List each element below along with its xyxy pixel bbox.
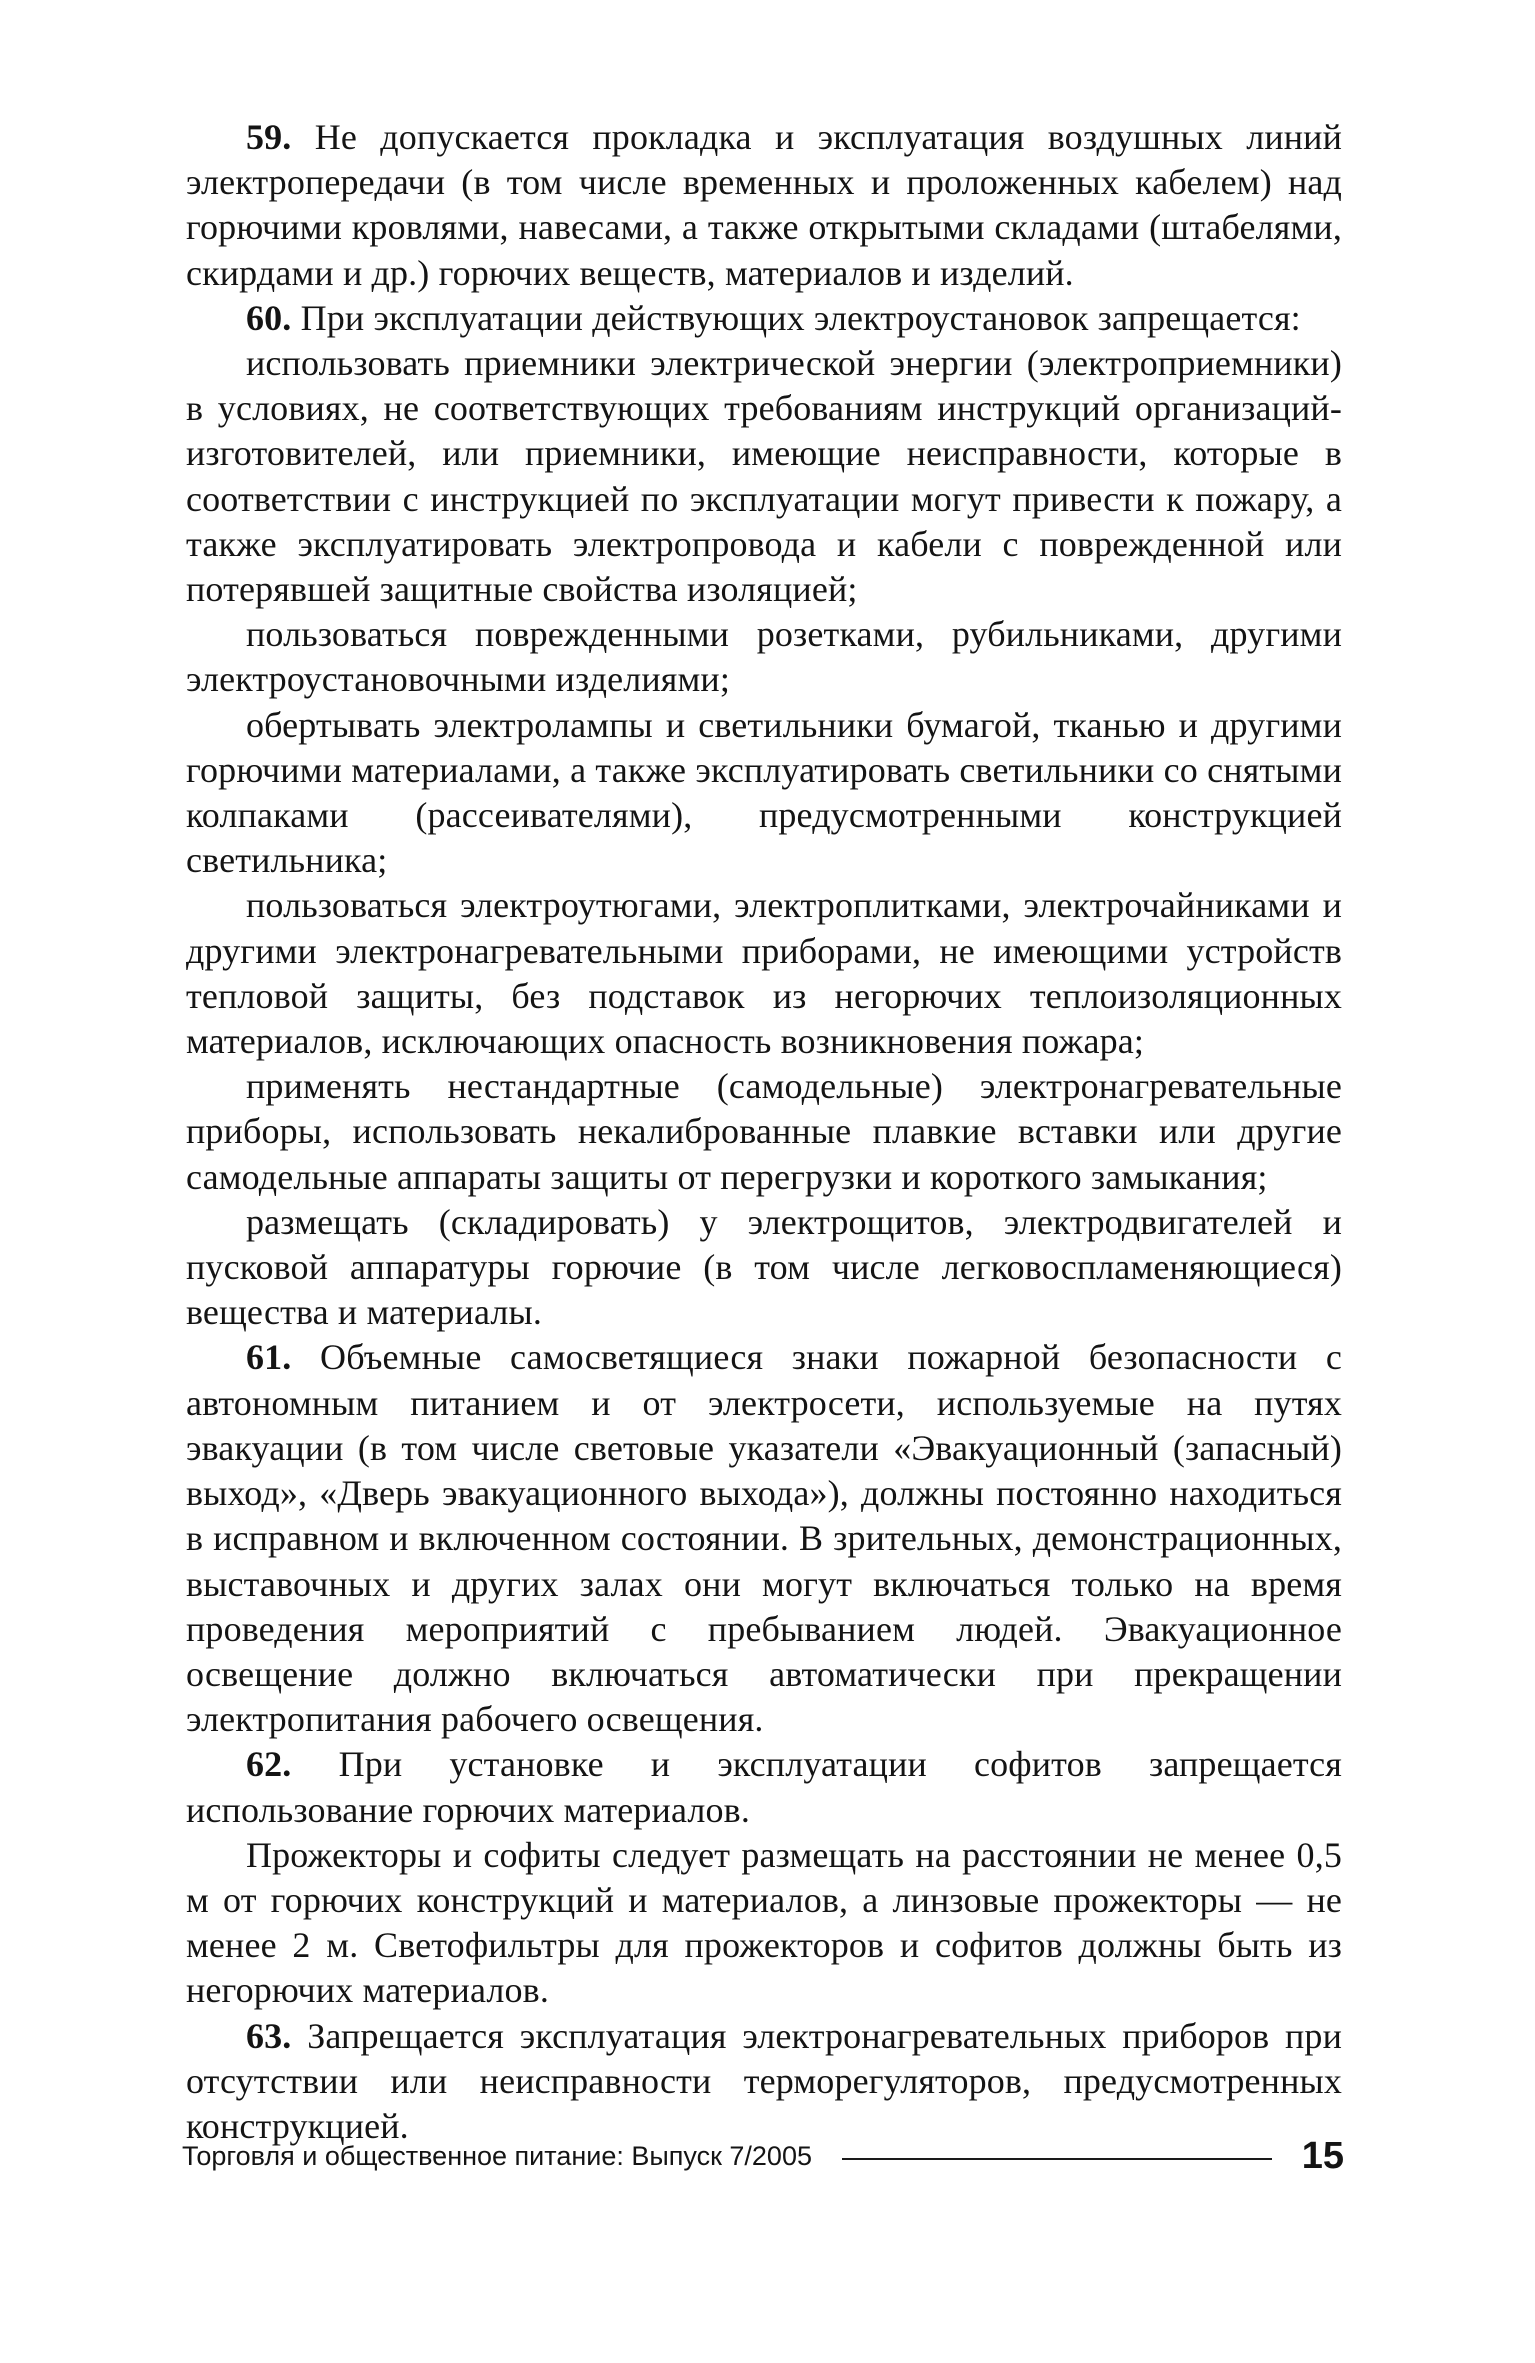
list-item-sockets	[186, 612, 1342, 702]
list-item-heaters	[186, 883, 1342, 1064]
paragraph-text: использовать приемники электрической энергии (электроприемники) в условиях, не соответствующих требованиям инструкций организаций-изготовителей, или приемники, имеющие неисправности, которые в соответствии с инструкцией по эксплуатации могут привести к пожару, а также эксплуатировать электропровода и кабели с поврежденной или потерявшей защитные свойства изоляцией;	[186, 343, 1342, 610]
paragraph-61	[186, 1335, 1342, 1742]
document-body	[186, 115, 1342, 2149]
publication-title: Торговля и общественное питание: Выпуск 7/2005	[182, 2140, 812, 2171]
paragraph-text: При установке и эксплуатации софитов запрещается использование горючих материалов.	[186, 1744, 1342, 1830]
list-item-lamps	[186, 703, 1342, 884]
footer-rule	[842, 2158, 1272, 2160]
paragraph-number: 63.	[246, 2015, 292, 2056]
paragraph-text: размещать (складировать) у электрощитов, электродвигателей и пусковой аппаратуры горючие (в том числе легковоспламеняющиеся) вещества и материалы.	[186, 1201, 1342, 1333]
list-item-nonstandard	[186, 1064, 1342, 1200]
paragraph-number: 61.	[246, 1337, 292, 1378]
page-footer	[182, 2131, 1344, 2181]
paragraph-text: пользоваться поврежденными розетками, рубильниками, другими электроустановочными изделиями;	[186, 614, 1342, 700]
paragraph-text: обертывать электролампы и светильники бумагой, тканью и другими горючими материалами, а также эксплуатировать светильники со снятыми колпаками (рассеивателями), предусмотренными конструкцией светильника;	[186, 704, 1342, 881]
list-item-storage	[186, 1200, 1342, 1336]
paragraph-text: применять нестандартные (самодельные) электронагревательные приборы, использовать некалиброванные плавкие вставки или другие самодельные аппараты защиты от перегрузки и короткого замыкания;	[186, 1066, 1342, 1197]
paragraph-number: 60.	[246, 297, 292, 338]
paragraph-text: Объемные самосветящиеся знаки пожарной безопасности с автономным питанием и от электросети, используемые на путях эвакуации (в том числе световые указатели «Эвакуационный (запасный) выход», «Дверь эвакуационного выхода»), должны постоянно находиться в исправном и включенном состоянии. В зрительных, демонстрационных, выставочных и других залах они могут включаться только на время проведения мероприятий с пребыванием людей. Эвакуационное освещение должно включаться автоматически при прекращении электропитания рабочего освещения.	[186, 1337, 1342, 1740]
paragraph-number: 62.	[246, 1744, 292, 1785]
paragraph-63	[186, 2014, 1342, 2150]
paragraph-62	[186, 1742, 1342, 1832]
paragraph-text: Прожекторы и софиты следует размещать на расстоянии не менее 0,5 м от горючих конструкций и материалов, а линзовые прожекторы — не менее 2 м. Светофильтры для прожекторов и софитов должны быть из негорючих материалов.	[186, 1834, 1342, 2011]
paragraph-text: пользоваться электроутюгами, электроплитками, электрочайниками и другими электронагревательными приборами, не имеющими устройств тепловой защиты, без подставок из негорючих теплоизоляционных материалов, исключающих опасность возникновения пожара;	[186, 885, 1342, 1062]
paragraph-text: Запрещается эксплуатация электронагревательных приборов при отсутствии или неисправности терморегуляторов, предусмотренных конструкцией.	[186, 2015, 1342, 2146]
paragraph-text: Не допускается прокладка и эксплуатация воздушных линий электропередачи (в том числе временных и проложенных кабелем) над горючими кровлями, навесами, а также открытыми складами (штабелями, скирдами и др.) горючих веществ, материалов и изделий.	[186, 117, 1342, 293]
paragraph-60	[186, 296, 1342, 341]
page-number: 15	[1301, 2134, 1344, 2177]
paragraph-59	[186, 115, 1342, 296]
list-item-receivers	[186, 341, 1342, 612]
paragraph-number: 59.	[246, 117, 292, 157]
paragraph-62-continued	[186, 1833, 1342, 2014]
paragraph-text: При эксплуатации действующих электроустановок запрещается:	[300, 297, 1301, 338]
